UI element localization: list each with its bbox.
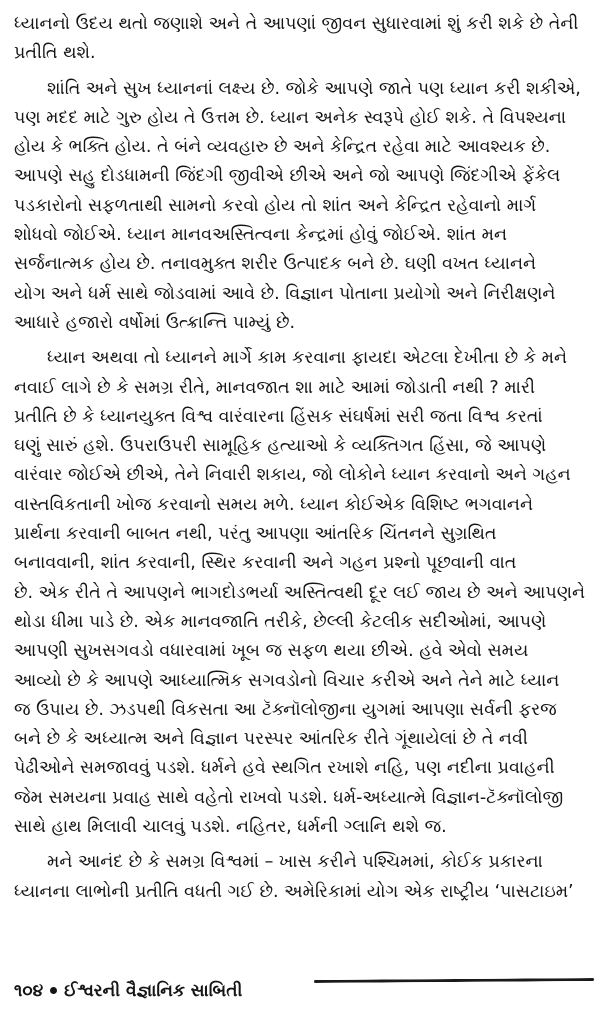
page-body	[14, 10, 588, 1010]
text-line: થોડા ધીમા પાડે છે. એક માનવજાતિ તરીકે, છેલ્લી કેટલીક સદીઓમાં, આપણે	[14, 611, 547, 632]
footer-rule	[314, 978, 594, 983]
text-line: વારંવાર જોઈએ છીએ, તેને નિવારી શકાય, જો લોકોને ધ્યાન કરવાનો અને ગહન	[14, 465, 571, 486]
text-line: વાસ્તવિકતાની ખોજ કરવાનો સમય મળે. ધ્યાન કોઈએક વિશિષ્ટ ભગવાનને	[14, 494, 533, 515]
text-line: પ્રતીતિ છે કે ધ્યાનયુક્ત વિશ્વ વારંવારના હિંસક સંઘર્ષમાં સરી જતા વિશ્વ કરતાં	[14, 406, 543, 427]
text-line: પ્રતીતિ થશે.	[14, 43, 96, 64]
paragraph-2	[14, 75, 588, 339]
text-line: શાંતિ અને સુખ ધ્યાનનાં લક્ષ્ય છે. જોકે આપણે જાતે પણ ધ્યાન કરી શકીએ,	[47, 78, 581, 99]
text-line: બનાવવાની, શાંત કરવાની, સ્થિર કરવાની અને ગહન પ્રશ્નો પૂછવાની વાત	[14, 553, 517, 574]
text-line: પડકારોનો સફળતાથી સામનો કરવો હોય તો શાંત અને કેન્દ્રિત રહેવાનો માર્ગ	[14, 195, 537, 216]
text-line: આવ્યો છે કે આપણે આધ્યાત્મિક સગવડોનો વિચાર કરીએ અને તેને માટે ધ્યાન	[14, 670, 560, 691]
text-line: પણ મદદ માટે ગુરુ હોય તે ઉત્તમ છે. ધ્યાન અનેક સ્વરૂપે હોઈ શકે. તે વિપશ્યના	[14, 107, 567, 128]
text-line: આપણે સહુ દોડધામની જિંદગી જીવીએ છીએ અને જો આપણે જિંદગીએ ફેંકેલ	[14, 166, 561, 187]
text-line: છે. એક રીતે તે આપણને ભાગદોડભર્યા અસ્તિત્વથી દૂર લઈ જાય છે અને આપણને	[14, 582, 586, 603]
paragraph-1	[14, 10, 588, 69]
bullet-icon	[50, 987, 57, 994]
text-line: આપણી સુખસગવડો વધારવામાં ખૂબ જ સફળ થયા છીએ. હવે એવો સમય	[14, 641, 529, 662]
paragraph-4	[14, 848, 588, 907]
text-line: યોગ અને ધર્મ સાથે જોડવામાં આવે છે. વિજ્ઞાન પોતાના પ્રયોગો અને નિરીક્ષણને	[14, 283, 556, 304]
text-line: બને છે કે અધ્યાત્મ અને વિજ્ઞાન પરસ્પર આંતરિક રીતે ગૂંથાયેલાં છે તે નવી	[14, 729, 528, 750]
text-line: આધારે હજારો વર્ષોમાં ઉત્ક્રાન્તિ પામ્યું છે.	[14, 312, 296, 333]
text-line: જ ઉપાય છે. ઝડપથી વિકસતા આ ટૅક્નૉલોજીના યુગમાં આપણા સર્વની ફરજ	[14, 699, 557, 720]
text-line: હોય કે ભક્તિ હોય. તે બંને વ્યવહારુ છે અને કેન્દ્રિત રહેવા માટે આવશ્યક છે.	[14, 137, 551, 158]
paragraph-3	[14, 344, 588, 842]
text-line: પ્રાર્થના કરવાની બાબત નથી, પરંતુ આપણા આંતરિક ચિંતનને સુગ્રથિત	[14, 524, 497, 545]
text-line: ધ્યાનનો ઉદય થતો જણાશે અને તે આપણાં જીવન સુધારવામાં શું કરી શકે છે તેની	[14, 14, 579, 34]
text-line: ધ્યાનના લાભોની પ્રતીતિ વધતી ગઈ છે. અમેરિકામાં યોગ એક રાષ્ટ્રીય ‘પાસટાઇમ’	[14, 881, 574, 902]
text-line: ધ્યાન અથવા તો ધ્યાનને માર્ગે કામ કરવાના ફાયદા એટલા દેખીતા છે કે મને	[47, 348, 568, 369]
text-line: મને આનંદ છે કે સમગ્ર વિશ્વમાં – ખાસ કરીને પશ્ચિમમાં, કોઈક પ્રકારના	[47, 852, 543, 873]
book-title: ઈશ્વરની વૈજ્ઞાનિક સાબિતી	[64, 981, 243, 1001]
text-line: ઘણું સારું હશે. ઉપરાઉપરી સામૂહિક હત્યાઓ કે વ્યક્તિગત હિંસા, જે આપણે	[14, 436, 547, 457]
text-line: શોધવો જોઈએ. ધ્યાન માનવઅસ્તિત્વના કેન્દ્રમાં હોવું જોઈએ. શાંત મન	[14, 225, 508, 246]
page-footer	[14, 975, 588, 1011]
text-line: નવાઈ લાગે છે કે સમગ્ર રીતે, માનવજાત શા માટે આમાં જોડાતી નથી ? મારી	[14, 377, 535, 398]
text-line: સાથે હાથ મિલાવી ચાલવું પડશે. નહિતર, ધર્મની ગ્લાનિ થશે જ.	[14, 817, 447, 838]
text-line: પેઢીઓને સમજાવવું પડશે. ધર્મને હવે સ્થગિત રખાશે નહિ, પણ નદીના પ્રવાહની	[14, 758, 555, 779]
page-number: ૧૦૪	[14, 981, 44, 1001]
text-line: સર્જનાત્મક હોય છે. તનાવમુક્ત શરીર ઉત્પાદક બને છે. ઘણી વખત ધ્યાનને	[14, 254, 537, 275]
footer-text	[14, 981, 242, 1001]
text-line: જેમ સમયના પ્રવાહ સાથે વહેતો રાખવો પડશે. ધર્મ-અધ્યાત્મે વિજ્ઞાન-ટૅક્નૉલોજી	[14, 787, 564, 808]
